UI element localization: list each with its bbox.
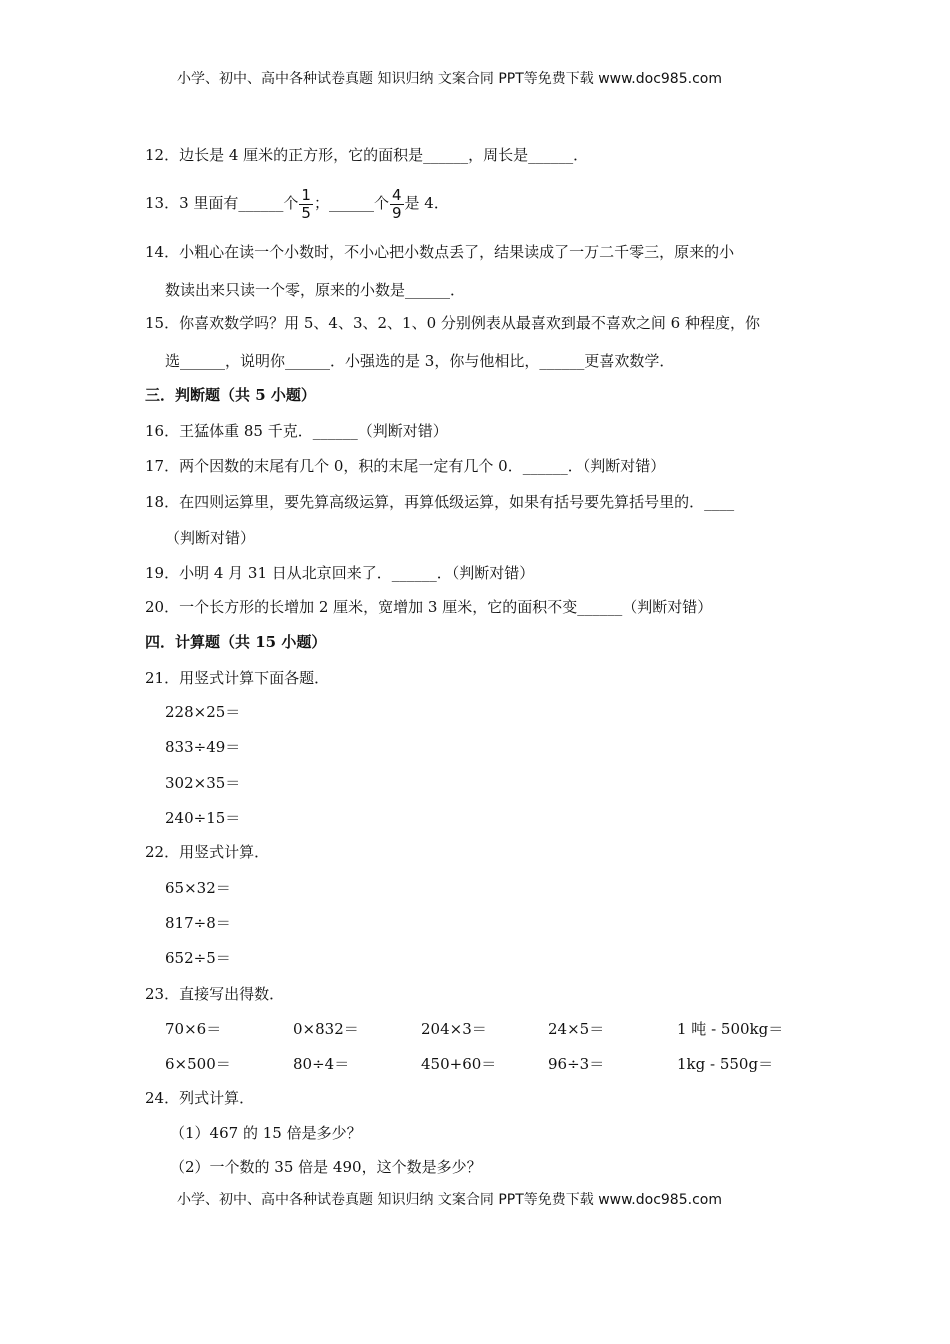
q22-item: 817÷8＝ [165,914,231,932]
question-14-cont: 数读出来只读一个零，原来的小数是______． [165,281,466,299]
question-19: 19．小明 4 月 31 日从北京回来了．______．（判断对错） [145,564,535,582]
numerator: 4 [391,185,402,204]
question-24: 24．列式计算． [145,1089,255,1107]
q21-item: 833÷49＝ [165,738,241,756]
q23-item: 80÷4＝ [293,1055,350,1073]
q22-item: 65×32＝ [165,879,231,897]
q13-text-c: 是 4． [404,194,449,212]
q23-item: 0×832＝ [293,1020,359,1038]
q24-item: （2）一个数的 35 倍是 490，这个数是多少？ [170,1158,482,1176]
q13-text-b: ；______个 [313,194,389,212]
page-header: 小学、初中、高中各种试卷真题 知识归纳 文案合同 PPT等免费下载 www.doc985.com [177,71,722,87]
section-3-heading: 三．判断题（共 5 小题） [145,386,316,404]
question-14: 14．小粗心在读一个小数时，不小心把小数点丢了，结果读成了一万二千零三，原来的小 [145,243,735,261]
question-21: 21．用竖式计算下面各题． [145,669,330,687]
q23-item: 24×5＝ [548,1020,605,1038]
q23-item: 96÷3＝ [548,1055,605,1073]
question-12: 12．边长是 4 厘米的正方形，它的面积是______，周长是______． [145,146,589,164]
numerator: 1 [301,185,311,204]
q23-item: 450+60＝ [421,1055,497,1073]
denominator: 5 [301,203,311,222]
question-15-cont: 选______，说明你______．小强选的是 3，你与他相比，______更喜欢数学． [165,352,675,370]
q13-text-a: 13．3 里面有______个 [145,194,299,212]
q23-item: 70×6＝ [165,1020,222,1038]
q21-item: 302×35＝ [165,774,241,792]
q23-item: 204×3＝ [421,1020,487,1038]
question-17: 17．两个因数的末尾有几个 0，积的末尾一定有几个 0．______．（判断对错） [145,457,666,475]
q23-item: 6×500＝ [165,1055,231,1073]
question-23: 23．直接写出得数． [145,985,285,1003]
q23-item: 1 吨 - 500kg＝ [677,1020,784,1038]
question-20: 20．一个长方形的长增加 2 厘米，宽增加 3 厘米，它的面积不变______（判断对错） [145,598,713,616]
question-22: 22．用竖式计算． [145,843,270,861]
fraction-4-9 [390,187,404,222]
q21-item: 228×25＝ [165,703,241,721]
question-15: 15．你喜欢数学吗？用 5、4、3、2、1、0 分别例表从最喜欢到最不喜欢之间 6 种程度，你 [145,314,760,332]
q22-item: 652÷5＝ [165,949,231,967]
question-18-cont: （判断对错） [165,529,256,547]
question-13 [145,185,449,222]
question-16: 16．王猛体重 85 千克．______（判断对错） [145,422,448,440]
page-footer: 小学、初中、高中各种试卷真题 知识归纳 文案合同 PPT等免费下载 www.doc985.com [177,1192,722,1208]
q23-item: 1kg - 550g＝ [677,1055,774,1073]
section-4-heading: 四．计算题（共 15 小题） [145,633,327,651]
q24-item: （1）467 的 15 倍是多少？ [170,1124,362,1142]
fraction-1-5 [299,187,313,222]
question-18: 18．在四则运算里，要先算高级运算，再算低级运算，如果有括号要先算括号里的．____ [145,493,735,511]
q21-item: 240÷15＝ [165,809,241,827]
denominator: 9 [391,203,402,222]
